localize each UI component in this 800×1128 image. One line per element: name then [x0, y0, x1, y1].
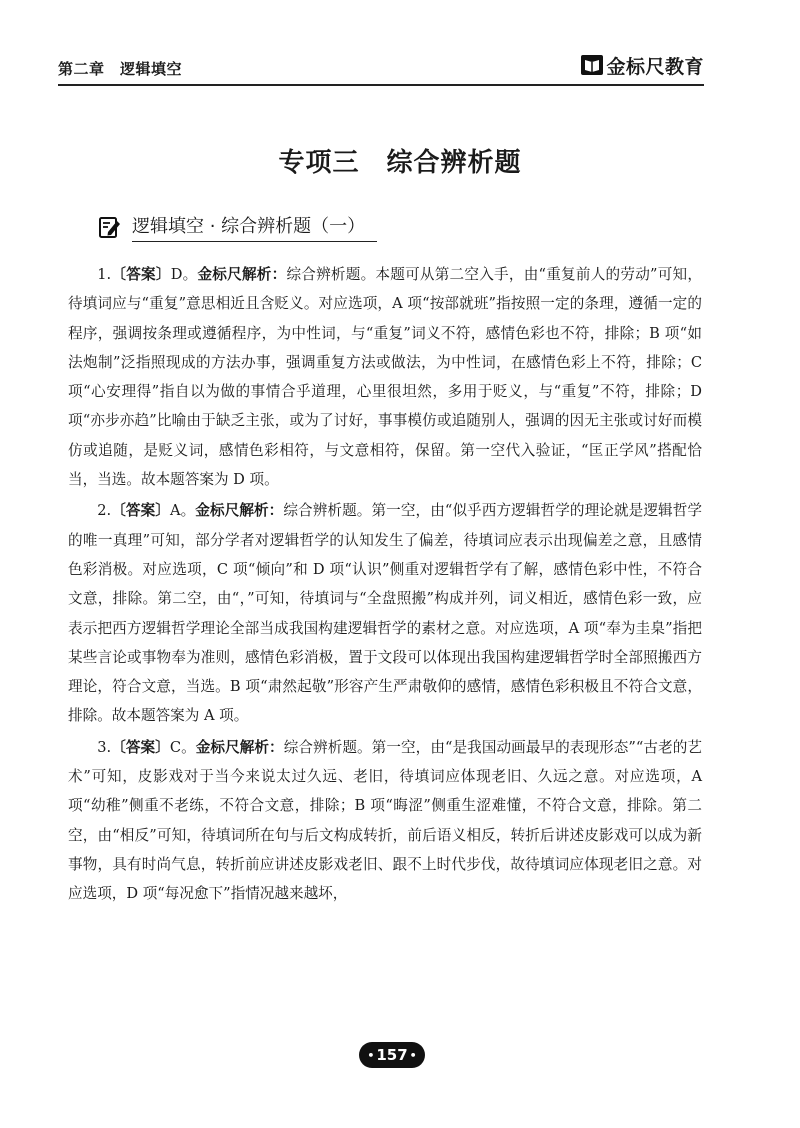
analysis-label: 金标尺解析： — [195, 502, 284, 520]
analysis-text: 综合辨析题。本题可从第二空入手，由“重复前人的劳动”可知，待填词应与“重复”意思相近且含贬义。对应选项，A 项“按部就班”指按照一定的条理，遵循一定的程序，强调按条理或遵循程序，为中性词，与“重复”词义不符，感情色彩也不符，排除；B 项“如法炮制”泛指照现成的方法办事，强调重复方法或做法，为中性词，在感情色彩上不符，排除；C 项“心安理得”指自以为做的事情合乎道理，心里很坦然，多用于贬义，与“重复”不符，排除；D 项“亦步亦趋”比喻由于缺乏主张，或为了讨好，事事模仿或追随别人，强调的因无主张或讨好而模仿或追随，是贬义词，感情色彩相符，与文意相符，保留。第一空代入验证，“匡正学风”搭配恰当，当选。故本题答案为 D 项。 — [68, 266, 702, 489]
answer-number: 1. — [97, 266, 112, 283]
brand-name: 金标尺教育 — [606, 55, 704, 78]
running-header — [58, 50, 704, 84]
book-logo-icon — [580, 53, 604, 77]
edit-icon — [98, 215, 122, 239]
answer-number: 3. — [97, 738, 112, 756]
answer-item — [68, 496, 702, 730]
analysis-text: 综合辨析题。第一空，由“是我国动画最早的表现形态”“古老的艺术”可知，皮影戏对于当今来说太过久远、老旧，待填词应体现老旧、久远之意。对应选项，A 项“幼稚”侧重不老练，不符合文意，排除；B 项“晦涩”侧重生涩难懂，不符合文意，排除。第二空，由“相反”可知，待填词所在句与后文构成转折，前后语义相反，转折后讲述皮影戏可以成为新事物，具有时尚气息，转折前应讲述皮影戏老旧、跟不上时代步伐，故待填词应体现老旧之意。对应选项，D 项“每况愈下”指情况越来越坏， — [68, 738, 702, 903]
answer-item — [68, 260, 702, 494]
answer-item — [68, 733, 702, 909]
subsection-title: 逻辑填空 · 综合辨析题（一） — [132, 212, 377, 242]
analysis-label: 金标尺解析： — [195, 738, 284, 756]
answer-number: 2. — [97, 502, 112, 520]
answer-choice: D。 — [170, 266, 198, 283]
answer-tag: 〔答案〕 — [111, 738, 170, 756]
page-number: • 157 • — [359, 1042, 425, 1068]
answer-tag: 〔答案〕 — [111, 502, 170, 520]
section-title: 专项三 综合辨析题 — [278, 148, 522, 178]
answer-tag: 〔答案〕 — [111, 266, 171, 283]
answer-choice: A。 — [169, 502, 196, 520]
analysis-text: 综合辨析题。第一空，由“似乎西方逻辑哲学的理论就是逻辑哲学的唯一真理”可知，部分学者对逻辑哲学的认知发生了偏差，待填词应表示出现偏差之意，且感情色彩消极。对应选项，C 项“倾向”和 D 项“认识”侧重对逻辑哲学有了解，感情色彩中性，不符合文意，排除。第二空，由“，”可知，待填词与“全盘照搬”构成并列，词义相近，感情色彩一致，应表示把西方逻辑哲学理论全部当成我国构建逻辑哲学的素材之意。对应选项，A 项“奉为圭臬”指把某些言论或事物奉为准则，感情色彩消极，置于文段可以体现出我国构建逻辑哲学时全部照搬西方理论，符合文意，当选。B 项“肃然起敬”形容产生严肃敬仰的感情，感情色彩积极且不符合文意，排除。故本题答案为 A 项。 — [68, 502, 702, 725]
chapter-label: 第二章 逻辑填空 — [58, 60, 183, 78]
answer-list — [68, 260, 702, 909]
header-rule — [58, 84, 704, 86]
analysis-label: 金标尺解析： — [197, 266, 287, 283]
subsection-heading — [98, 212, 377, 242]
brand-logo — [580, 52, 704, 78]
page-number-value: 157 — [376, 1046, 408, 1064]
answer-choice: C。 — [169, 738, 196, 756]
